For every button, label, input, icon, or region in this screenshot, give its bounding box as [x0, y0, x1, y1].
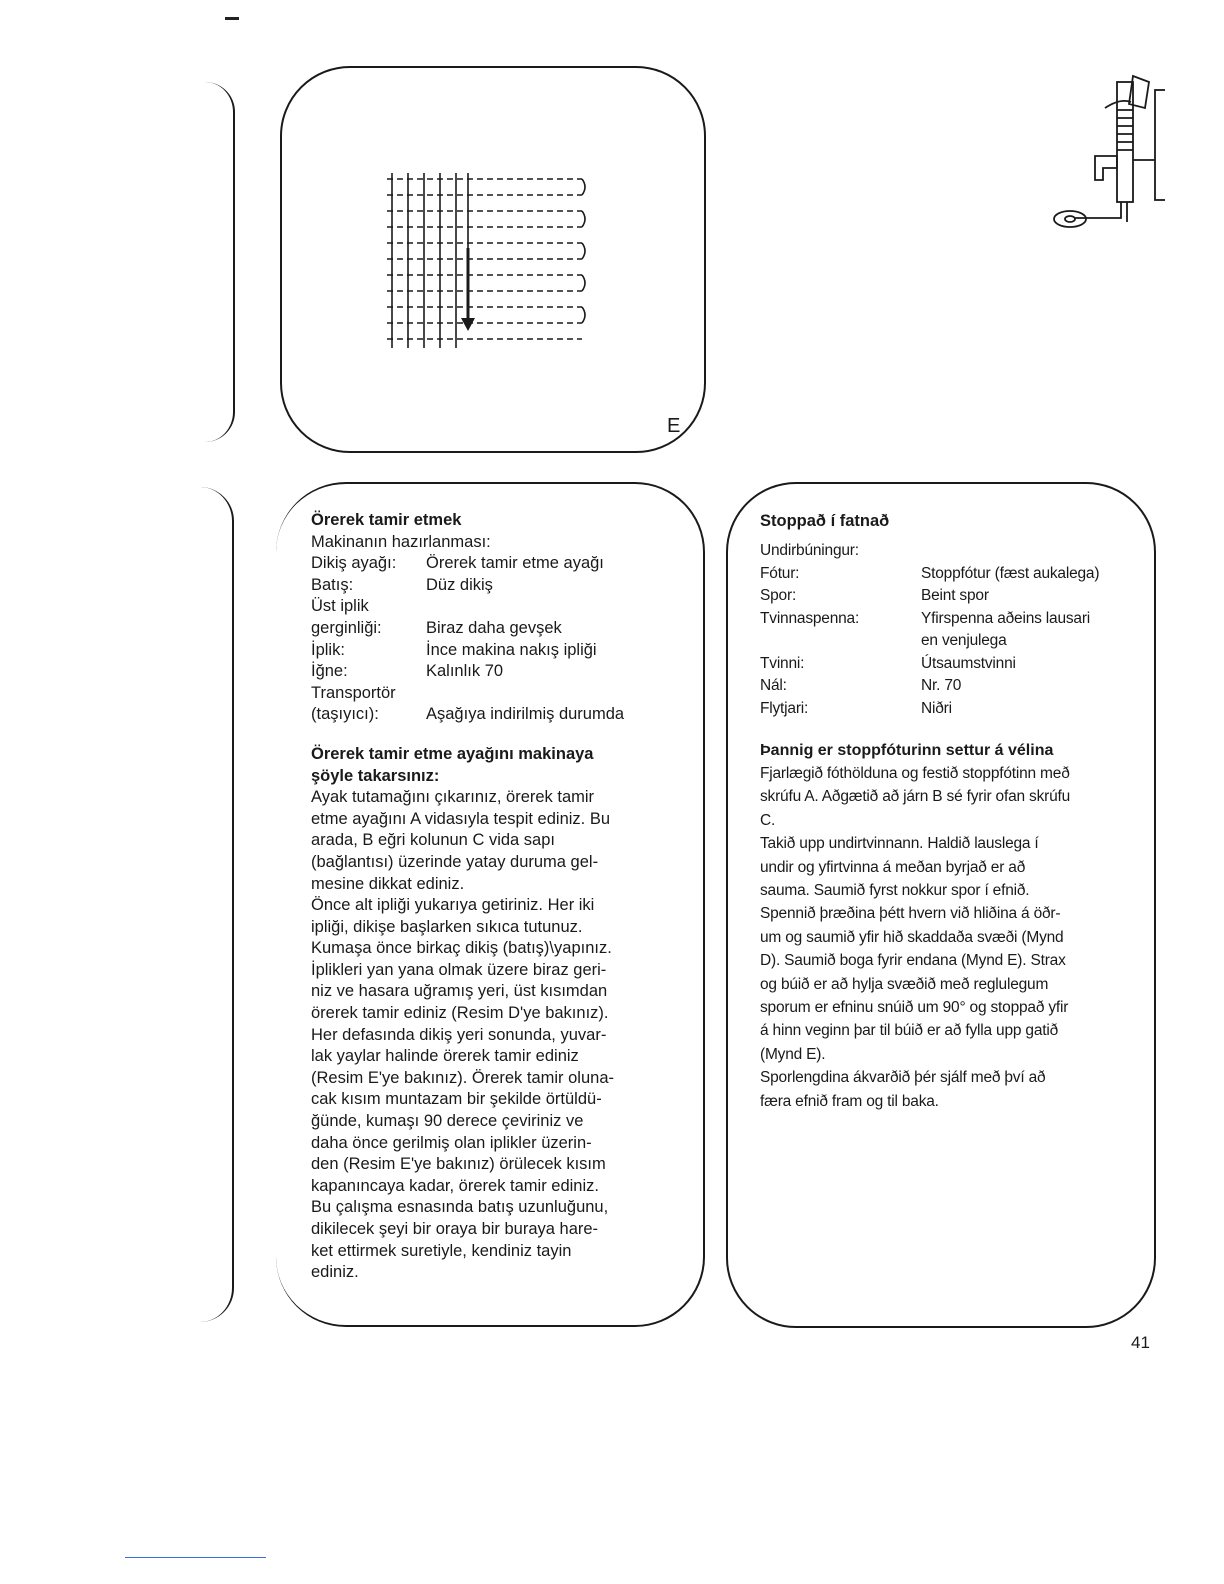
- body-line: ket ettirmek suretiyle, kendiniz tayin: [311, 1241, 572, 1260]
- body-line: C.: [760, 811, 776, 829]
- right-body: [760, 762, 1150, 1113]
- body-line: etme ayağını A vidasıyla tespit ediniz. Bu: [311, 809, 611, 828]
- page-number: 41: [1131, 1333, 1150, 1352]
- body-line: Önce alt ipliği yukarıya getiriniz. Her iki: [311, 896, 595, 915]
- body-line: daha önce gerilmiş olan iplikler üzerin-: [311, 1133, 592, 1152]
- body-line: kapanıncaya kadar, örerek tamir ediniz.: [311, 1176, 599, 1195]
- setting-row: en venjulega: [921, 632, 1007, 649]
- body-line: lak yaylar halinde örerek tamir ediniz: [311, 1047, 579, 1066]
- body-line: skrúfu A. Aðgætið að járn B sé fyrir ofan skrúfu: [760, 788, 1071, 806]
- right-heading2: Þannig er stoppfóturinn settur á vélina: [760, 742, 1054, 759]
- left-bracket-bottom: [200, 487, 234, 1322]
- body-line: Fjarlægið fóthölduna og festið stoppfótinn með: [760, 765, 1070, 782]
- setting-row: Spor: Beint spor: [760, 587, 989, 604]
- body-line: Kumaşa önce birkaç dikiş (batış)\yapınız.: [311, 939, 612, 958]
- body-line: cak kısım muntazam bir şekilde örtüldü-: [311, 1090, 602, 1109]
- direction-arrow-head: [461, 318, 475, 331]
- darning-foot-illustration: [1045, 68, 1165, 238]
- body-line: sauma. Saumið fyrst nokkur spor í efnið.: [760, 882, 1030, 900]
- body-line: İplikleri yan yana olmak üzere biraz geri-: [311, 960, 607, 979]
- footer-rule: [125, 1557, 266, 1558]
- body-line: undir og yfirtvinna á meðan byrjað er að: [760, 858, 1026, 876]
- setting-row: Flytjari: Niðri: [760, 699, 952, 717]
- right-title: Stoppað í fatnað: [760, 512, 890, 530]
- body-line: den (Resim E'ye bakınız) örülecek kısım: [311, 1155, 606, 1174]
- body-line: ğünde, kumaşı 90 derece çeviriniz ve: [311, 1112, 584, 1131]
- setting-row: Dikiş ayağı: Örerek tamir etme ayağı: [311, 554, 604, 573]
- figure-label: E: [667, 415, 681, 437]
- setting-row: Üst iplik: [311, 597, 369, 616]
- body-line: færa efnið fram og til baka.: [760, 1092, 939, 1110]
- left-intro: Makinanın hazırlanması:: [311, 532, 491, 551]
- body-line: Ayak tutamağını çıkarınız, örerek tamir: [311, 788, 595, 807]
- right-intro: Undirbúningur:: [760, 542, 859, 559]
- left-bracket-top: [205, 82, 235, 442]
- body-line: mesine dikkat ediniz.: [311, 874, 465, 893]
- body-line: (Resim E'ye bakınız). Örerek tamir oluna-: [311, 1068, 614, 1087]
- right-settings-table: [760, 563, 1150, 721]
- setting-row: gerginliği: Biraz daha gevşek: [311, 618, 562, 637]
- body-line: ipliği, dikişe başlarken sıkıca tutunuz.: [311, 917, 583, 936]
- body-line: ediniz.: [311, 1263, 359, 1282]
- body-line: Sporlengdina ákvarðið þér sjálf með því að: [760, 1069, 1046, 1087]
- setting-row: Transportör: [311, 683, 396, 702]
- setting-row: Nál: Nr. 70: [760, 677, 962, 694]
- body-line: (Mynd E).: [760, 1045, 826, 1063]
- left-heading2-line1: Örerek tamir etme ayağını makinaya: [311, 744, 594, 763]
- body-line: arada, B eğri kolunun C vida sapı: [311, 831, 555, 850]
- darning-stitch-diagram: [282, 68, 708, 455]
- left-heading2-line2: şöyle takarsınız:: [311, 766, 440, 785]
- body-line: um og saumið yfir hið skaddaða svæði (Mynd: [760, 928, 1064, 946]
- body-line: niz ve hasara uğramış yeri, üst kısımdan: [311, 982, 608, 1001]
- figure-panel: [280, 66, 706, 453]
- body-line: sporum er efninu snúið um 90° og stoppað yfir: [760, 999, 1069, 1017]
- body-line: Bu çalışma esnasında batış uzunluğunu,: [311, 1198, 609, 1217]
- body-line: örerek tamir ediniz (Resim D'ye bakınız).: [311, 1004, 609, 1023]
- setting-row: (taşıyıcı): Aşağıya indirilmiş durumda: [311, 705, 625, 724]
- right-text-block: [760, 510, 1150, 1113]
- setting-row: Tvinni: Útsaumstvinni: [760, 654, 1016, 672]
- body-line: dikilecek şeyi bir oraya bir buraya hare-: [311, 1220, 599, 1238]
- setting-row: İplik: İnce makina nakış ipliği: [311, 640, 597, 659]
- left-settings-table: [311, 553, 691, 726]
- body-line: Spennið þræðina þétt hvern við hliðina á öðr-: [760, 905, 1061, 923]
- body-line: Takið upp undirtvinnann. Haldið lauslega í: [760, 835, 1039, 853]
- setting-row: Tvinnaspenna: Yfirspenna aðeins lausari: [760, 609, 1091, 627]
- body-line: og búið er að hylja svæðið með reglulegum: [760, 975, 1049, 993]
- corner-mark: [225, 17, 239, 20]
- left-body: [311, 787, 691, 1284]
- left-text-block: [311, 510, 691, 1284]
- setting-row: İğne: Kalınlık 70: [311, 662, 504, 681]
- setting-row: Batış: Düz dikiş: [311, 575, 493, 594]
- left-title: Örerek tamir etmek: [311, 511, 462, 529]
- body-line: (bağlantısı) üzerinde yatay duruma gel-: [311, 852, 599, 871]
- body-line: Her defasında dikiş yeri sonunda, yuvar-: [311, 1025, 607, 1044]
- setting-row: Fótur: Stoppfótur (fæst aukalega): [760, 564, 1100, 582]
- body-line: á hinn veginn þar til búið er að fylla upp gatið: [760, 1022, 1059, 1040]
- body-line: D). Saumið boga fyrir endana (Mynd E). Strax: [760, 952, 1066, 970]
